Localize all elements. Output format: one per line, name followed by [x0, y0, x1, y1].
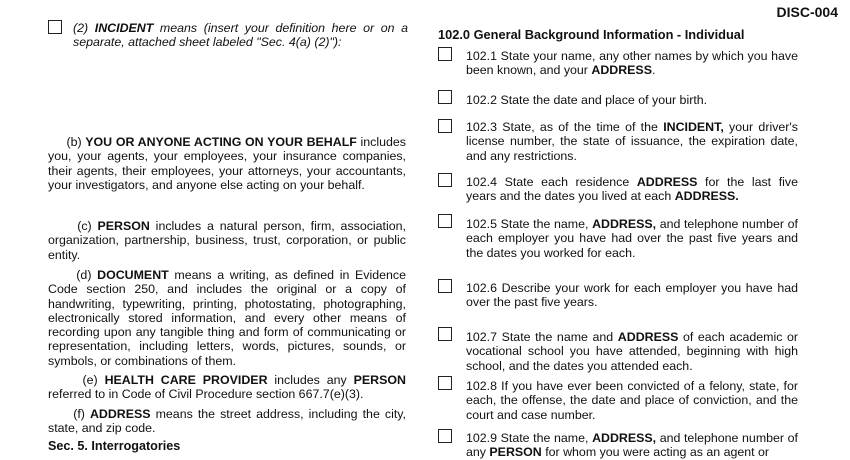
definition-b-text: includes you, your agents, your employees, your insurance companies, their agents, their employees, your attorneys, your accountants, your investigators, and anyone else acting on your behalf.	[48, 135, 406, 192]
item-text: for whom you were acting as an agent or	[541, 445, 770, 460]
item-102-8	[466, 379, 798, 422]
definition-b	[48, 135, 406, 192]
item-102-5	[466, 217, 798, 260]
item-text: 102.6 Describe your work for each employer you have had over the past five years.	[466, 281, 798, 310]
definition-c	[48, 219, 406, 262]
definition-e-term: HEALTH CARE PROVIDER	[104, 373, 268, 387]
item-text: your driver's license number, the state of issuance, the expiration date, and any restrictions.	[466, 120, 798, 163]
incident-definition	[73, 21, 408, 50]
definition-f	[48, 407, 406, 436]
incident-number: (2)	[73, 21, 89, 35]
definition-e-text: referred to in Code of Civil Procedure section 667.7(e)(3).	[48, 387, 364, 402]
checkbox-102-7[interactable]	[438, 327, 452, 341]
definition-d-text: means a writing, as defined in Evidence Code section 250, and includes the original or a copy of handwriting, typewriting, printing, photostating, photographing, electronically stored information, and every other means of recording upon any tangible thing and form of communicating or representation, including letters, words, pictures, sounds, or symbols, or combinations of them.	[48, 268, 407, 368]
item-term: PERSON	[489, 445, 542, 460]
item-102-4	[466, 175, 798, 204]
definition-d-term: DOCUMENT	[97, 268, 169, 282]
definition-f-term: ADDRESS	[89, 407, 151, 421]
definition-f-text: means the street address, including the city, state, and zip code.	[48, 407, 406, 436]
item-text: 102.3 State, as of the time of the	[466, 120, 664, 134]
checkbox-102-8[interactable]	[438, 376, 452, 390]
checkbox-102-3[interactable]	[438, 119, 452, 133]
definition-c-text: includes a natural person, firm, association, organization, partnership, business, trust, corporation, or public entity.	[48, 219, 406, 262]
definition-c-label: (c)	[77, 219, 92, 233]
item-term: ADDRESS	[636, 175, 698, 189]
item-text: 102.7 State the name and	[466, 330, 618, 344]
incident-term: INCIDENT	[94, 21, 154, 35]
item-text: .	[651, 63, 656, 78]
item-text: and telephone number of each employer you have had over the past five years and the dates you worked for each.	[466, 217, 798, 260]
item-text: and telephone number of any	[466, 431, 798, 460]
item-102-2	[466, 93, 798, 107]
section-heading: Sec. 5. Interrogatories	[48, 439, 181, 453]
section-header: 102.0 General Background Information - Individual	[438, 27, 745, 42]
incident-text: means (insert your definition here or on a separate, attached sheet labeled "Sec. 4(a) (2)"):	[73, 21, 408, 50]
definition-d-label: (d)	[76, 268, 92, 282]
definition-f-label: (f)	[73, 407, 85, 421]
definition-e-label: (e)	[82, 373, 98, 387]
item-term: ADDRESS,	[592, 217, 657, 231]
definition-b-term: YOU OR ANYONE ACTING ON YOUR BEHALF	[85, 135, 357, 149]
checkbox-102-9[interactable]	[438, 429, 452, 443]
checkbox-102-5[interactable]	[438, 214, 452, 228]
item-text: of each academic or vocational school you have attended, beginning with high school, and the dates you attended each.	[466, 330, 798, 373]
form-code: DISC-004	[776, 4, 838, 20]
item-102-6	[466, 281, 798, 310]
item-text: for the last five years and the dates you lived at each	[466, 175, 798, 204]
item-102-9	[466, 431, 798, 460]
item-term: ADDRESS	[591, 63, 652, 78]
item-term: INCIDENT,	[663, 120, 724, 134]
checkbox-102-4[interactable]	[438, 173, 452, 187]
item-102-7	[466, 330, 798, 373]
item-text: 102.1 State your name, any other names by which you have been known, and your	[466, 49, 798, 78]
item-term: ADDRESS,	[592, 431, 657, 445]
checkbox-102-1[interactable]	[438, 47, 452, 61]
item-text: 102.9 State the name,	[466, 431, 593, 445]
definition-e-term2: PERSON	[353, 373, 406, 387]
item-term: ADDRESS.	[674, 189, 739, 204]
checkbox-102-6[interactable]	[438, 279, 452, 293]
definition-e-mid: includes any	[267, 373, 354, 387]
definition-b-label: (b)	[66, 135, 82, 149]
item-text: 102.2 State the date and place of your birth.	[466, 93, 708, 107]
item-text: 102.4 State each residence	[466, 175, 637, 189]
item-102-3	[466, 120, 798, 163]
item-term: ADDRESS	[617, 330, 679, 344]
checkbox-102-2[interactable]	[438, 90, 452, 104]
definition-d	[48, 268, 406, 368]
definition-c-term: PERSON	[97, 219, 150, 233]
definition-e	[48, 373, 406, 402]
item-text: 102.8 If you have ever been convicted of a felony, state, for each, the offense, the date and place of conviction, and the court and case number.	[466, 379, 798, 422]
item-102-1	[466, 49, 798, 78]
incident-checkbox[interactable]	[48, 20, 62, 34]
item-text: 102.5 State the name,	[466, 217, 593, 231]
